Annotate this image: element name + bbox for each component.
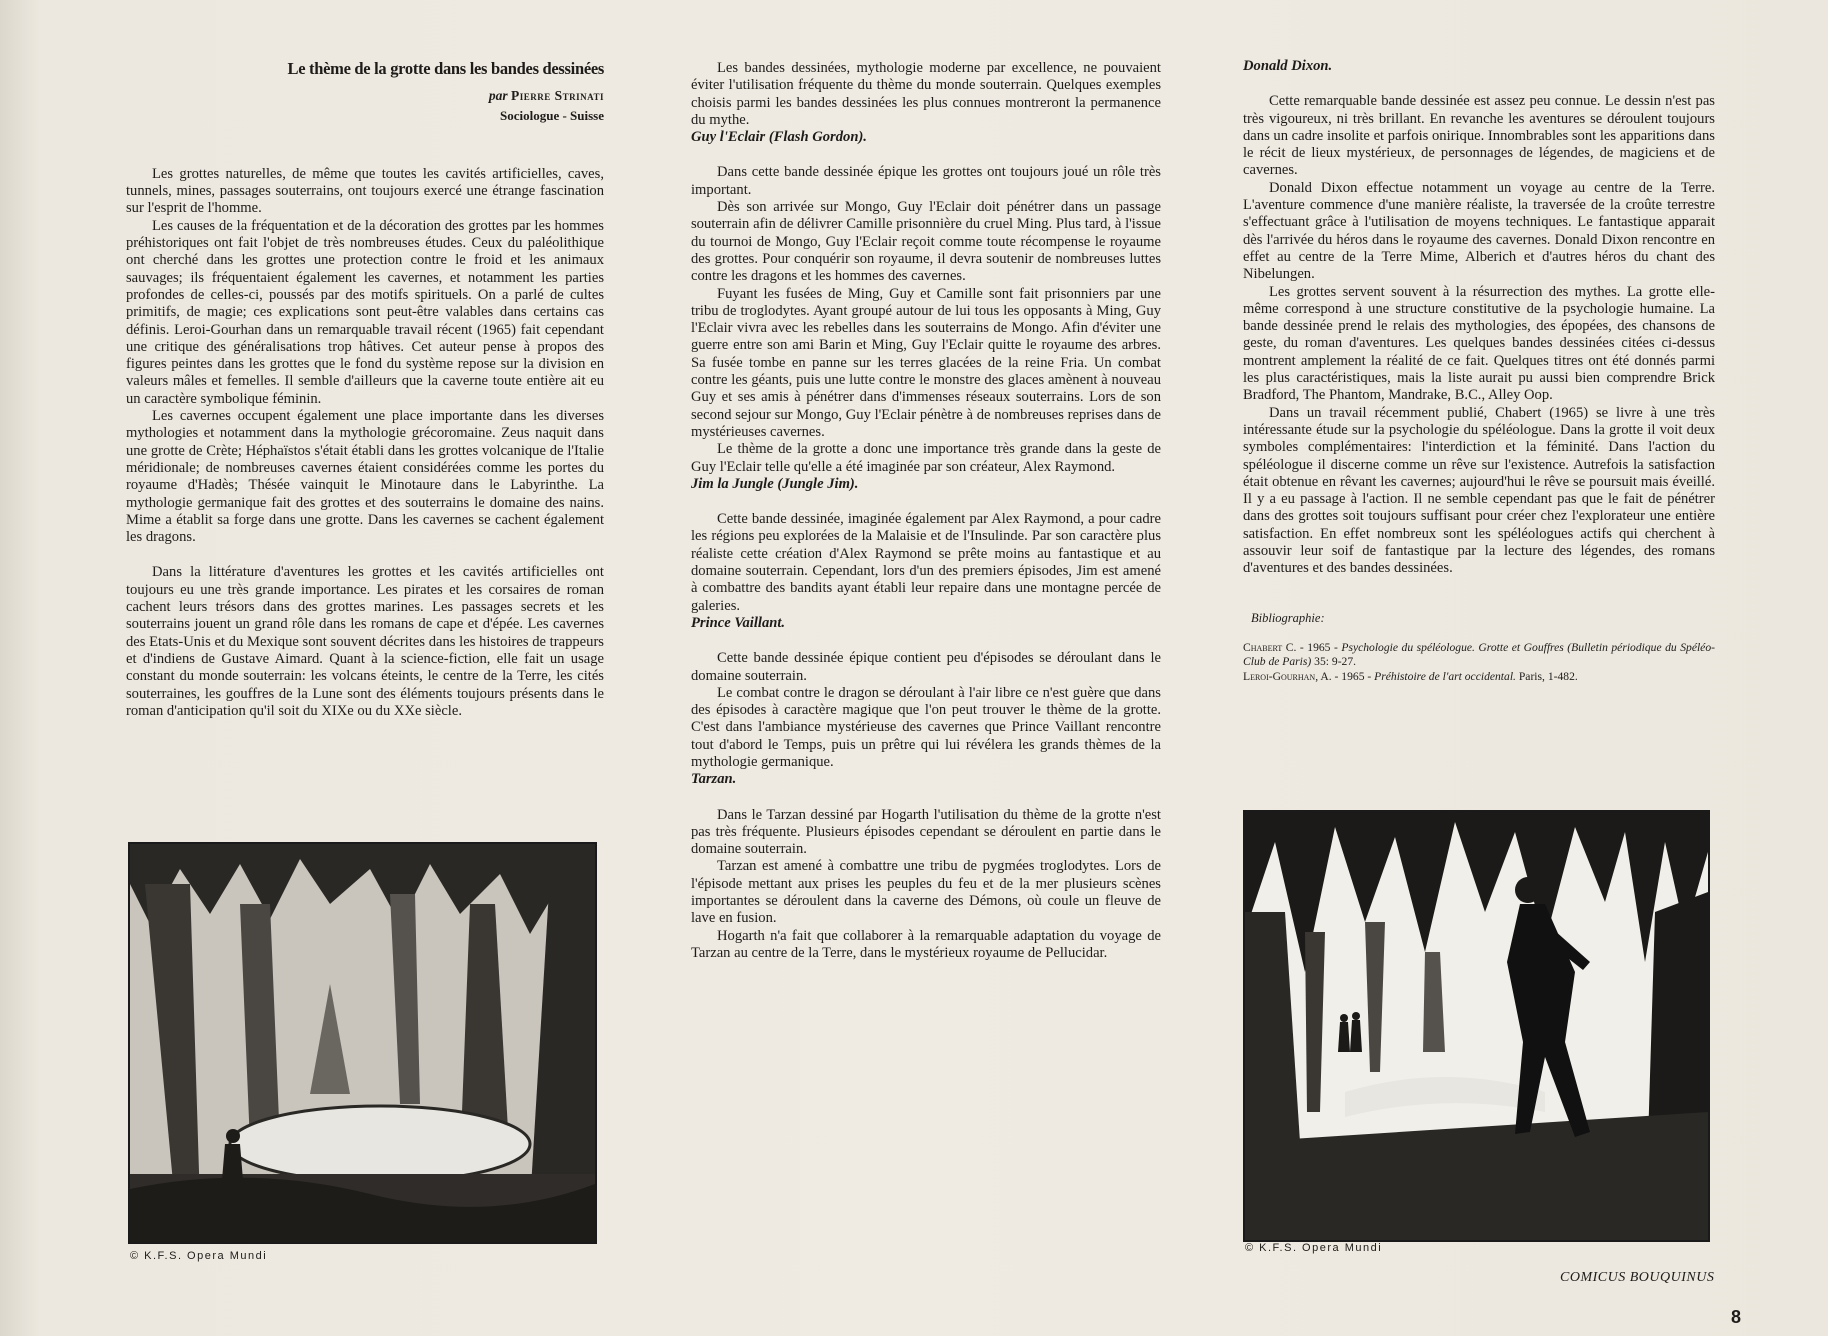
bibliography-entry xyxy=(1243,641,1715,670)
paragraph: Tarzan est amené à combattre une tribu de pygmées troglodytes. Lors de l'épisode mettant aux prises les peuples du feu et de la mer plusieurs scènes importantes se déroulent dans la caverne des Démons, où coule un fleuve de lave en fusion. xyxy=(691,858,1161,927)
paragraph: Dans la littérature d'aventures les grottes et les cavités artificielles ont toujours eu une très grande importance. Les pirates et les corsaires de roman cachent leurs trésors dans des grottes marines. Les passages secrets et les souterrains jouent un grand rôle dans les romans de cape et d'épée. Les cavernes des Etats-Unis et du Mexique sont souvent décrites dans les histoires de trappeurs et d'indiens de Gustave Aimard. Quant à la science-fiction, elle fait un usage constant du monde souterrain: les volcans éteints, le centre de la Terre, les cités souterraines, les gouffres de la Lune sont des éléments toujours présents dans le roman d'anticipation qu'il soit du XIXe ou du XXe siècle. xyxy=(126,564,604,719)
paragraph: Les causes de la fréquentation et de la décoration des grottes par les hommes préhistoriques ont fait l'objet de très nombreuses études. Ceux du paléolithique ont cherché dans les grottes une protection contre le froid et les animaux sauvages; ils fréquentaient également les cavernes, et notamment les parties profondes de celles-ci, poussés par des motifs spirituels. On a parlé de cultes primitifs, de magie; ces explications sont peut-être valables dans certains cas définis. Leroi-Gourhan dans un remarquable travail récent (1965) fait cependant une critique des généralisations trop hâtives. Cet auteur pense à propos des figures peintes dans les grottes que le fond du système repose sur la division en valeurs mâles et femelles. Il semble d'ailleurs que la caverne toute entière ait eu un caractère symbolique féminin. xyxy=(126,217,604,407)
image-credit: © K.F.S. Opera Mundi xyxy=(1245,1242,1383,1254)
page-number: 8 xyxy=(1731,1307,1742,1327)
paragraph: Cette bande dessinée épique contient peu d'épisodes se déroulant dans le domaine souterrain. xyxy=(691,650,1161,684)
bib-year: - 1965 - xyxy=(1331,669,1375,683)
paragraph: Fuyant les fusées de Ming, Guy et Camille sont fait prisonniers par une tribu de troglodytes. Ayant groupé autour de lui tous les opposants à Ming, Guy l'Eclair vivra avec les rebelles dans les souterrains de Mongo. Afin d'éviter une guerre entre son ami Barin et Ming, Guy l'Eclair quitte le royaume des arbres. Sa fusée tombe en panne sur les terres glacées de la reine Fria. Un combat contre les géants, puis une lutte contre le monstre des glaces amènent à nouveau Guy et ses amis à pénétrer dans d'immenses réseaux souterrains. Lors de son second sejour sur Mongo, Guy l'Eclair pénètre à de nombreuses reprises dans de mystérieuses cavernes. xyxy=(691,285,1161,440)
author-role: Sociologue - Suisse xyxy=(499,107,604,123)
section-heading-donald-dixon: Donald Dixon. xyxy=(1243,58,1333,74)
paragraph: Dans le Tarzan dessiné par Hogarth l'utilisation du thème de la grotte n'est pas très fréquente. Plusieurs épisodes cependant se déroulent en partie dans le domaine souterrain. xyxy=(691,806,1161,858)
cave-illustration-2 xyxy=(1243,810,1710,1242)
paragraph: Dans cette bande dessinée épique les grottes ont toujours joué un rôle très important. xyxy=(691,164,1161,198)
bibliography-heading: Bibliographie: xyxy=(1251,610,1325,625)
cave-drawing xyxy=(130,844,595,1242)
bib-author: Leroi-Gourhan, A. xyxy=(1243,669,1332,683)
paragraph: Les cavernes occupent également une place importante dans les diverses mythologies et notamment dans la mythologie grécoromaine. Zeus naquit dans une grotte de Crète; Héphaïstos s'était établi dans les grottes volcanique de l'Italie méridionale; de nombreuses cavernes étaient considérées comme les portes du royaume d'Hadès; Thésée vainquit le Minotaure dans le Labyrinthe. La mythologie germanique fait des grottes et des souterrains le domaine des nains. Mime a établit sa forge dans une grotte. Dans les cavernes se cachent également les dragons. xyxy=(126,408,604,546)
author-name: Pierre Strinati xyxy=(511,88,604,104)
paragraph: Cette remarquable bande dessinée est assez peu connue. Le dessin n'est pas très vigoureux, ni très brillant. En revanche les aventures se déroulent toujours dans un cadre insolite et parfois onirique. Innombrables sont les apparitions dans le récit de lieux mystérieux, de personnages de légendes, de magiciens et de cavernes. xyxy=(1243,93,1715,179)
section-heading-guy-leclair: Guy l'Eclair (Flash Gordon). xyxy=(691,129,867,146)
bib-pages: Paris, 1-482. xyxy=(1515,669,1578,683)
paragraph: Cette bande dessinée, imaginée également par Alex Raymond, a pour cadre les régions peu explorées de la Malaisie et de l'Insulinde. Par son caractère plus réaliste cette création d'Alex Raymond se prête moins au fantastique et au domaine souterrain. Cependant, lors d'un des premiers épisodes, Jim est amené à combattre des bandits ayant établi leur repaire dans une montagne percée de galeries. xyxy=(691,511,1161,614)
article-title: Le thème de la grotte dans les bandes dessinées xyxy=(287,59,604,78)
byline xyxy=(126,87,604,104)
paragraph: Le thème de la grotte a donc une importance très grande dans la geste de Guy l'Eclair telle qu'elle a été imaginée par son créateur, Alex Raymond. xyxy=(691,441,1161,475)
bib-author: Chabert C. xyxy=(1243,640,1297,654)
section-heading-prince-vaillant: Prince Vaillant. xyxy=(691,614,786,631)
column-2 xyxy=(691,60,1161,962)
section-heading-tarzan: Tarzan. xyxy=(691,771,737,788)
bib-pages: 35: 9-27. xyxy=(1311,655,1357,669)
bib-title: Préhistoire de l'art occidental. xyxy=(1374,669,1516,683)
magazine-name: COMICUS BOUQUINUS xyxy=(1560,1270,1715,1285)
paragraph: Dès son arrivée sur Mongo, Guy l'Eclair doit pénétrer dans un passage souterrain afin de délivrer Camille prisonnière du cruel Ming. Plus tard, à l'issue du tournoi de Mongo, Guy l'Eclair reçoit comme toute récompense le royaume des grottes. Pour conquérir son royaume, il devra soutenir de nombreuses luttes contre les dragons et les hommes des cavernes. xyxy=(691,199,1161,285)
cave-explorer-drawing xyxy=(1245,812,1708,1240)
column-1 xyxy=(126,60,604,720)
paragraph: Les grottes servent souvent à la résurrection des mythes. La grotte elle-même correspond à une structure constitutive de la psychologie humaine. La bande dessinée prend le relais des mythologies, des épopées, des chansons de geste, du roman d'aventures. Les quelques bandes dessinées citées ci-dessus montrent amplement la réalité de ce fait. Quelques titres ont été donnés parmi les plus caractéristiques, mais la liste aurait pu aussi bien comprendre Brick Bradford, The Phantom, Mandrake, B.C., Alley Oop. xyxy=(1243,283,1715,404)
paragraph: Les bandes dessinées, mythologie moderne par excellence, ne pouvaient éviter l'utilisation fréquente du thème du monde souterrain. Quelques exemples choisis parmi les bandes dessinées les plus connues montreront la permanence du mythe. xyxy=(691,60,1161,128)
paragraph: Dans un travail récemment publié, Chabert (1965) se livre à une très intéressante étude sur la psychologie du spéléologue. Dans la grotte il voit deux symboles complémentaires: l'interdiction et la féminité. Dans l'action du spéléologue il discerne comme un rêve sur l'existence. Autrefois la satisfaction était obtenue en rêvant les cavernes; aujourd'hui le rêve se poursuit mais éveillé. Il y a eu passage à l'action. Il ne semble cependant pas que le fait de pénétrer dans des grottes soit toujours suffisant pour créer chez l'explorateur une entière satisfaction. En effet nombreux sont les spéléologues actifs qui cherchent à assouvir leur soif de fantastique par la lecture des légendes, des romans d'aventures et des bandes dessinées. xyxy=(1243,404,1715,577)
paragraph: Hogarth n'a fait que collaborer à la remarquable adaptation du voyage de Tarzan au centre de la Terre, dans le mystérieux royaume de Pellucidar. xyxy=(691,927,1161,961)
bib-year: - 1965 - xyxy=(1296,640,1342,654)
section-heading-jim-la-jungle: Jim la Jungle (Jungle Jim). xyxy=(691,475,859,492)
paragraph: Les grottes naturelles, de même que toutes les cavités artificielles, caves, tunnels, mines, passages souterrains, ont toujours exercé une étrange fascination sur l'esprit de l'homme. xyxy=(126,165,604,217)
bibliography-entry xyxy=(1243,670,1715,685)
bib-title: Psychologie du spéléologue. Grotte et Gouffres (Bulletin périodique du Spéléo-Club de Paris) xyxy=(1243,640,1715,669)
byline-prefix: par xyxy=(488,88,508,104)
column-3 xyxy=(1243,58,1715,684)
paragraph: Le combat contre le dragon se déroulant à l'air libre ce n'est guère que dans des épisodes à caractère magique que l'on peut trouver le thème de la grotte. C'est dans l'ambiance mystérieuse des cavernes que Prince Vaillant rencontre tout d'abord le Temps, puis un prêtre qui lui révélera les grands thèmes de la mythologie germanique. xyxy=(691,684,1161,770)
cave-illustration-1 xyxy=(128,842,597,1244)
image-credit: © K.F.S. Opera Mundi xyxy=(130,1250,268,1262)
paragraph: Donald Dixon effectue notamment un voyage au centre de la Terre. L'aventure commence d'une manière réaliste, la traversée de la croûte terrestre s'effectuant grâce à l'utilisation de moyens techniques. Le fantastique apparait dès l'arrivée du héros dans le royaume des cavernes. Donald Dixon rencontre en effet au centre de la Terre Mime, Alberich et d'autres héros du chant des Nibelungen. xyxy=(1243,179,1715,283)
